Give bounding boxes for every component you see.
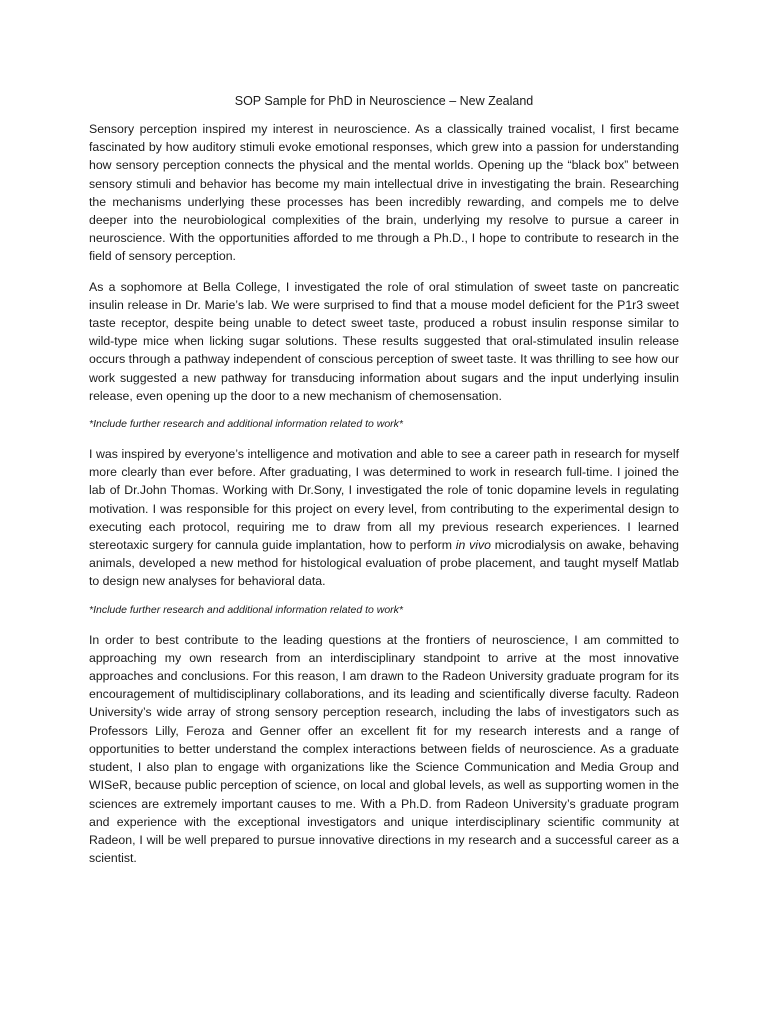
paragraph-lab-experience-text-1: I was inspired by everyone’s intelligence and motivation and able to see a career path in research for myself more clearly than ever before. After graduating, I was determined to work in research full-time. I joined the lab of Dr.John Thomas. Working with Dr.Sony, I investigated the role of tonic dopamine levels in regulating motivation. I was responsible for this project on every level, from contributing to the experimental design to executing each protocol, requiring me to draw from all my previous research experiences. I learned stereotaxic surgery for cannula guide implantation, how to perform — [89, 447, 679, 553]
paragraph-lab-experience-text-2: microdialysis on awake, behaving animals, developed a new method for histological evaluation of probe placement, and taught myself Matlab to design new analyses for behavioral data. — [89, 538, 679, 589]
paragraph-program-fit: In order to best contribute to the leading questions at the frontiers of neuroscience, I am committed to approaching my own research from an interdisciplinary standpoint to arrive at the most innovative approaches and conclusions. For this reason, I am drawn to the Radeon University graduate program for its encouragement of multidisciplinary collaborations, and its leading and scientifically diverse faculty. Radeon University’s wide array of strong sensory perception research, including the labs of investigators such as Professors Lilly, Feroza and Genner offer an excellent fit for my research interests and a range of opportunities to better understand the complex interactions between fields of neuroscience. As a graduate student, I also plan to engage with organizations like the Science Communication and Media Group and WISeR, because public perception of science, on local and global levels, as well as supporting women in the sciences are extremely important causes to me. With a Ph.D. from Radeon University’s graduate program and experience with the exceptional investigators and unique interdisciplinary scientific community at Radeon, I will be well prepared to pursue innovative directions in my research and a successful career as a scientist. — [89, 632, 679, 866]
document-page — [89, 92, 679, 879]
paragraph-motivation: Sensory perception inspired my interest in neuroscience. As a classically trained vocalist, I first became fascinated by how auditory stimuli evoke emotional responses, which grew into a passion for understanding how sensory perception connects the physical and the mental worlds. Opening up the “black box” between sensory stimuli and behavior has become my main intellectual drive in investigating the brain. Researching the mechanisms underlying these processes has been incredibly rewarding, and compels me to delve deeper into the neurobiological complexities of the brain, underlying my resolve to pursue a career in neuroscience. With the opportunities afforded to me through a Ph.D., I hope to contribute to research in the field of sensory perception. — [89, 122, 679, 264]
paragraph-undergrad-research: As a sophomore at Bella College, I investigated the role of oral stimulation of sweet taste on pancreatic insulin release in Dr. Marie’s lab. We were surprised to find that a mouse model deficient for the P1r3 sweet taste receptor, despite being unable to detect sweet taste, produced a robust insulin response similar to wild-type mice when licking sugar solutions. These results suggested that oral-stimulated insulin release occurs through a pathway independent of conscious perception of sweet taste. It was thrilling to see how our work suggested a new pathway for transducing information about sugars and the input underlying insulin release, even opening up the door to a new mechanism of chemosensation. — [89, 279, 679, 403]
document-title: SOP Sample for PhD in Neuroscience – New Zealand — [234, 94, 534, 108]
paragraph-lab-experience-italic: in vivo — [455, 538, 491, 553]
note-further-research-1: *Include further research and additional information related to work* — [89, 418, 404, 431]
paragraph-lab-experience — [89, 445, 679, 591]
note-further-research-2: *Include further research and additional information related to work* — [89, 603, 404, 616]
